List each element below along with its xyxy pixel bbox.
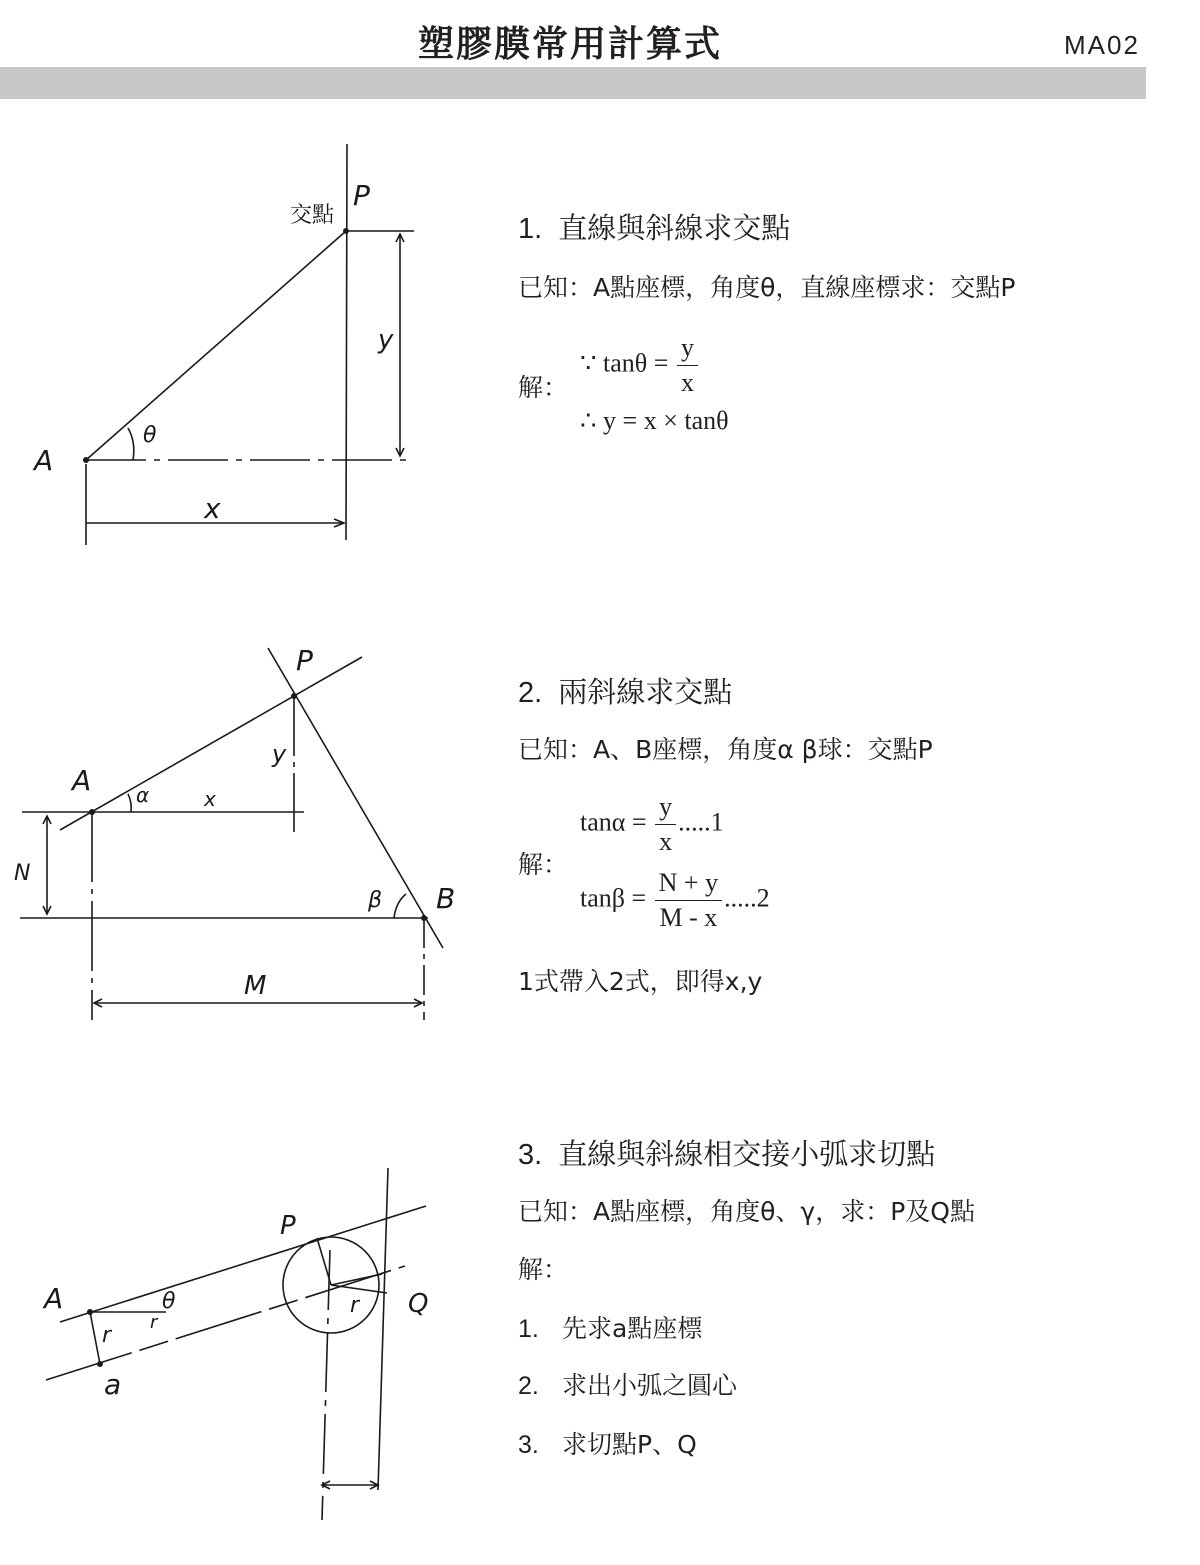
step-number: 1. — [518, 1315, 539, 1343]
section-1-title — [518, 206, 790, 247]
eq1-fraction — [655, 790, 676, 859]
eq1-suffix: .....1 — [678, 807, 724, 837]
label-m: M — [244, 971, 267, 1001]
diagram-2 — [0, 630, 480, 1030]
eq2-numerator: N + y — [655, 866, 722, 901]
section-3-title-text: 直線與斜線相交接小弧求切點 — [558, 1137, 936, 1171]
page-code: MA02 — [1064, 30, 1140, 60]
point-p — [343, 228, 349, 234]
section-1-given: 已知：A點座標，角度θ，直線座標求：交點P — [518, 273, 1016, 302]
section-1-solution-label: 解： — [518, 373, 569, 402]
diagram-1 — [0, 130, 480, 560]
eq1-denominator: x — [659, 827, 673, 856]
eq1-denominator: x — [680, 368, 694, 397]
section-2-number: 2. — [518, 677, 543, 709]
a-to-small-a-line — [90, 1312, 100, 1364]
label-theta: θ — [162, 1289, 176, 1314]
section-3-number: 3. — [518, 1139, 543, 1171]
label-r1: r — [102, 1323, 112, 1348]
step-number: 2. — [518, 1372, 539, 1400]
vertical-line — [346, 144, 347, 540]
eq1-prefix: ∵ tanθ = — [580, 348, 669, 378]
beta-arc — [394, 894, 406, 918]
radius-line — [331, 1274, 382, 1285]
step-text: 先求a點座標 — [562, 1314, 703, 1343]
label-p: P — [296, 644, 313, 677]
label-small-a: a — [104, 1368, 122, 1401]
label-intersection: 交點 — [290, 203, 335, 228]
point-a — [83, 457, 89, 463]
section-2-equation-2 — [580, 866, 770, 935]
slant-line-upper — [60, 1206, 429, 1322]
point-b — [421, 915, 427, 921]
section-2-note: 1式帶入2式，即得x,y — [518, 967, 763, 996]
section-3-step-2 — [518, 1366, 737, 1402]
label-alpha: α — [136, 783, 150, 807]
section-3-given: 已知：A點座標，角度θ、γ，求：P及Q點 — [518, 1197, 975, 1226]
label-r2: r — [150, 1312, 158, 1333]
point-a — [89, 809, 95, 815]
label-x: x — [204, 787, 216, 811]
label-r3: r — [350, 1293, 360, 1318]
section-1-title-text: 直線與斜線求交點 — [558, 211, 791, 245]
label-a: A — [72, 764, 92, 797]
label-theta: θ — [143, 423, 157, 448]
label-a: A — [34, 444, 54, 477]
label-x: x — [204, 492, 221, 525]
section-2-title-text: 兩斜線求交點 — [558, 675, 733, 709]
section-2-given: 已知：A、B座標，角度α β球：交點P — [518, 735, 933, 764]
eq2-denominator: M - x — [659, 903, 718, 932]
title-bar — [0, 67, 1146, 99]
section-2-equation-1 — [580, 790, 724, 859]
label-b: B — [436, 882, 456, 915]
eq2-prefix: tanβ = — [580, 883, 647, 913]
label-p: P — [280, 1211, 296, 1241]
label-y: y — [272, 740, 287, 768]
point-p — [291, 693, 297, 699]
label-n: N — [14, 861, 31, 886]
point-small-a — [97, 1361, 103, 1367]
step-text: 求出小弧之圓心 — [562, 1371, 738, 1400]
step-number: 3. — [518, 1431, 539, 1459]
label-p: P — [353, 179, 370, 212]
section-2-solution-label: 解： — [518, 850, 569, 879]
eq2-fraction — [655, 866, 722, 935]
section-3-title — [518, 1132, 935, 1173]
eq1-numerator: y — [655, 790, 676, 825]
point-a — [87, 1309, 93, 1315]
page-title: 塑膠膜常用計算式 — [417, 24, 722, 65]
eq2-suffix: .....2 — [724, 883, 770, 913]
eq1-prefix: tanα = — [580, 807, 647, 837]
section-1-equation-1 — [580, 331, 700, 400]
section-3-solution-label: 解： — [518, 1255, 569, 1284]
section-2-title — [518, 670, 732, 711]
eq1-fraction — [677, 331, 698, 400]
section-3-step-3 — [518, 1425, 697, 1461]
vertical-line — [378, 1168, 388, 1490]
label-a: A — [44, 1282, 64, 1315]
eq1-numerator: y — [677, 331, 698, 366]
alpha-arc — [128, 794, 131, 812]
slant-line — [86, 231, 346, 460]
label-y: y — [378, 325, 394, 355]
step-text: 求切點P、Q — [562, 1430, 697, 1459]
section-3-step-1 — [518, 1309, 702, 1345]
section-1-number: 1. — [518, 213, 543, 245]
diagram-3 — [0, 1130, 480, 1550]
label-beta: β — [368, 888, 383, 913]
label-q: Q — [408, 1289, 429, 1319]
theta-arc — [128, 428, 134, 460]
section-1-equation-2: ∴ y = x × tanθ — [580, 406, 729, 435]
